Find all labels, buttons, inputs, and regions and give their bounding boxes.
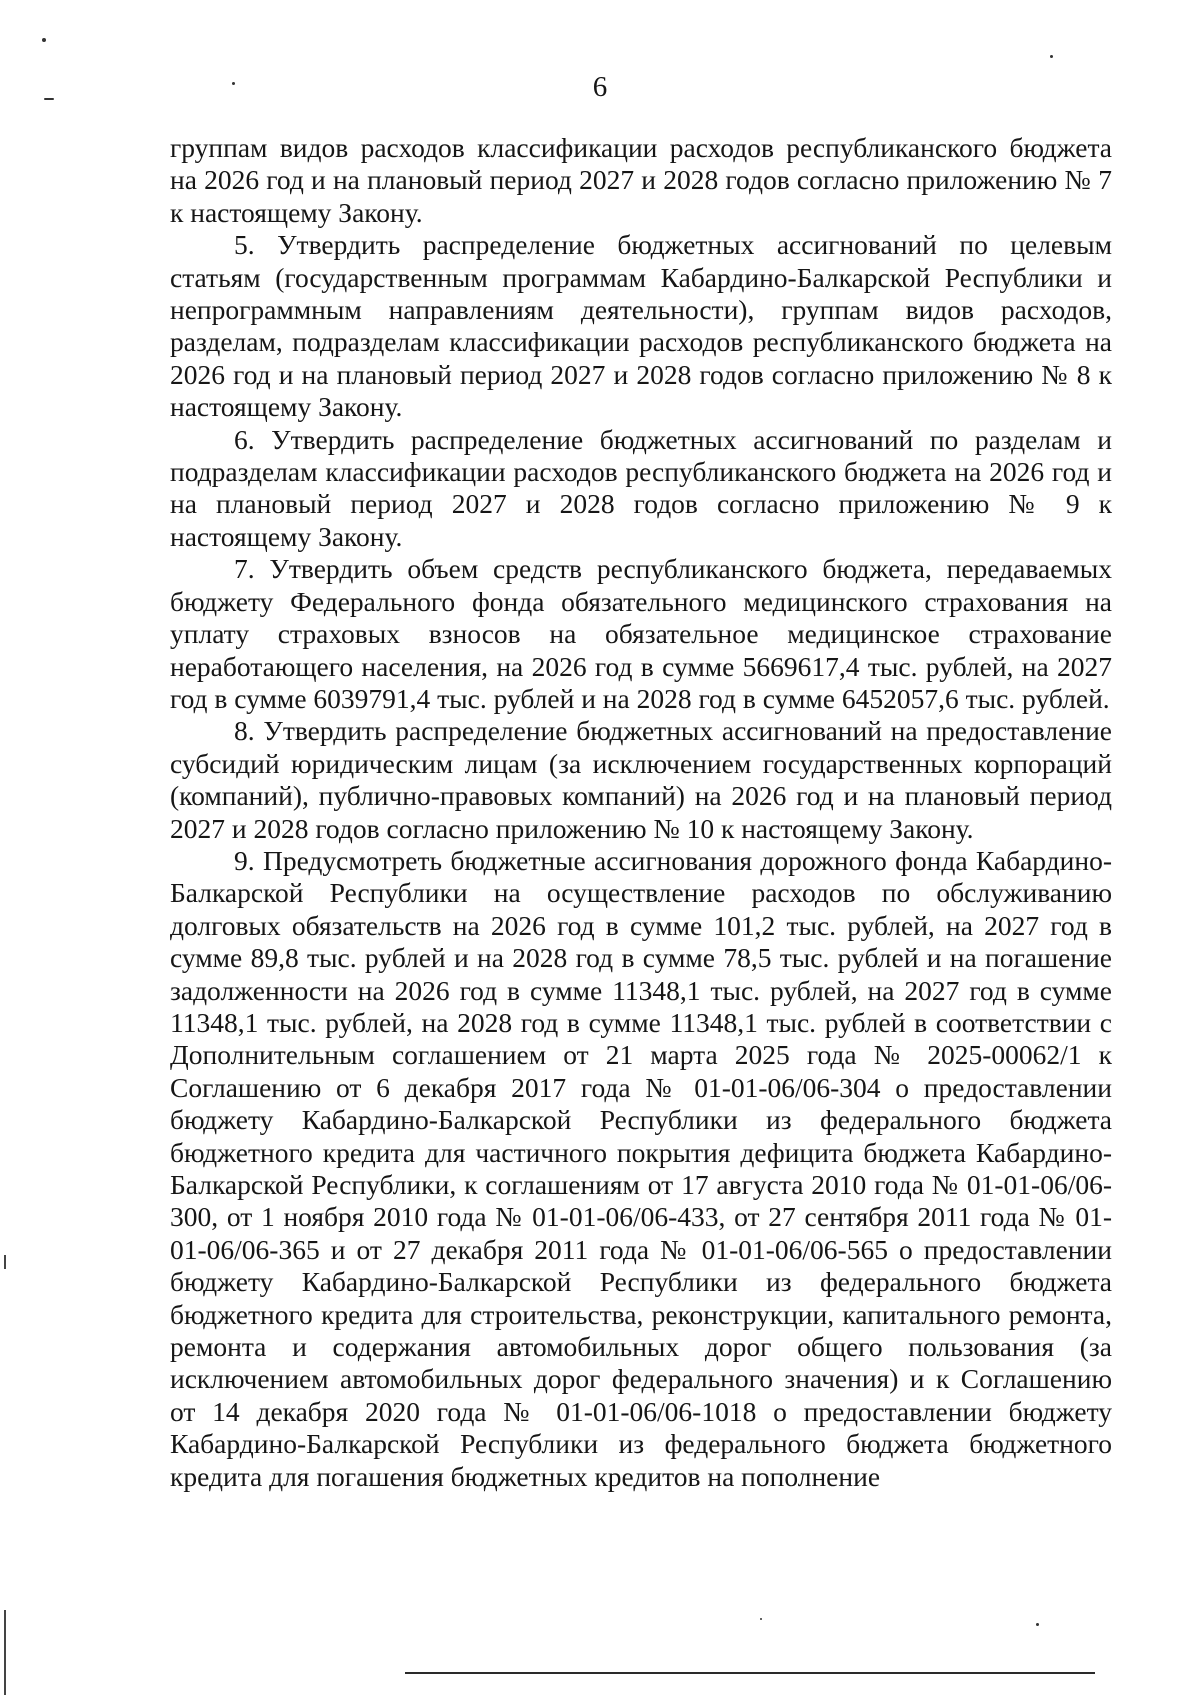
page-number: 6 — [592, 71, 608, 103]
scan-speck — [1050, 55, 1053, 58]
paragraph-item-5: 5. Утвердить распределение бюджетных ассигнований по целевым статьям (государственным программам Кабардино-Балкарской Республики и непрограммным направлениям деятельности), группам видов расходов, разделам, подразделам классификации расходов республиканского бюджета на 2026 год и на плановый период 2027 и 2028 годов согласно приложению № 8 к настоящему Закону. — [170, 229, 1112, 423]
bottom-scan-line — [405, 1672, 1095, 1674]
scan-edge-mark — [4, 1255, 6, 1269]
paragraph-item-8: 8. Утвердить распределение бюджетных ассигнований на предоставление субсидий юридическим лицам (за исключением государственных корпораций (компаний), публично-правовых компаний) на 2026 год и на плановый период 2027 и 2028 годов согласно приложению № 10 к настоящему Закону. — [170, 715, 1112, 844]
scan-speck — [1036, 1623, 1039, 1626]
paragraph-item-9: 9. Предусмотреть бюджетные ассигнования дорожного фонда Кабардино-Балкарской Республики на осуществление расходов по обслуживанию долговых обязательств на 2026 год в сумме 101,2 тыс. рублей, на 2027 год в сумме 89,8 тыс. рублей и на 2028 год в сумме 78,5 тыс. рублей и на погашение задолженности на 2026 год в сумме 11348,1 тыс. рублей, на 2027 год в сумме 11348,1 тыс. рублей, на 2028 год в сумме 11348,1 тыс. рублей в соответствии с Дополнительным соглашением от 21 марта 2025 года № 2025-00062/1 к Соглашению от 6 декабря 2017 года № 01-01-06/06-304 о предоставлении бюджету Кабардино-Балкарской Республики из федерального бюджета бюджетного кредита для частичного покрытия дефицита бюджета Кабардино-Балкарской Республики, к соглашениям от 17 августа 2010 года № 01-01-06/06-300, от 1 ноября 2010 года № 01-01-06/06-433, от 27 сентября 2011 года № 01-01-06/06-365 и от 27 декабря 2011 года № 01-01-06/06-565 о предоставлении бюджету Кабардино-Балкарской Республики из федерального бюджета бюджетного кредита для строительства, реконструкции, капитального ремонта, ремонта и содержания автомобильных дорог общего пользования (за исключением автомобильных дорог федерального значения) и к Соглашению от 14 декабря 2020 года № 01-01-06/06-1018 о предоставлении бюджету Кабардино-Балкарской Республики из федерального бюджета бюджетного кредита для погашения бюджетных кредитов на пополнение — [170, 844, 1112, 1492]
document-body — [170, 132, 1112, 1493]
scan-speck — [42, 38, 46, 42]
paragraph-item-7: 7. Утвердить объем средств республиканского бюджета, передаваемых бюджету Федерального фонда обязательного медицинского страхования на уплату страховых взносов на обязательное медицинское страхование неработающего населения, на 2026 год в сумме 5669617,4 тыс. рублей, на 2027 год в сумме 6039791,4 тыс. рублей и на 2028 год в сумме 6452057,6 тыс. рублей. — [170, 553, 1112, 714]
scan-edge-mark — [4, 1610, 6, 1695]
paragraph-continuation: группам видов расходов классификации расходов республиканского бюджета на 2026 год и на плановый период 2027 и 2028 годов согласно приложению № 7 к настоящему Закону. — [170, 132, 1112, 228]
scan-speck — [760, 1618, 762, 1620]
paragraph-item-6: 6. Утвердить распределение бюджетных ассигнований по разделам и подразделам классификации расходов республиканского бюджета на 2026 год и на плановый период 2027 и 2028 годов согласно приложению № 9 к настоящему Закону. — [170, 423, 1112, 552]
